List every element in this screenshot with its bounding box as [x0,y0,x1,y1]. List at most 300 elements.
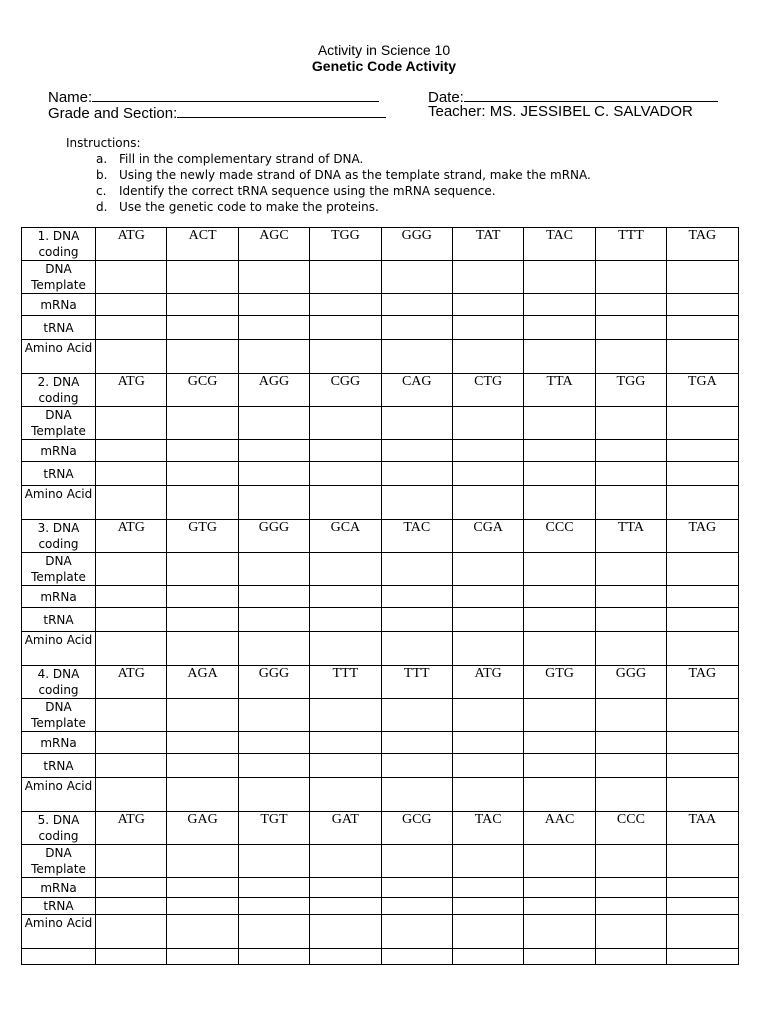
item-number: 3. [37,521,50,535]
dna-coding-label [22,520,96,553]
codon-cell: GGG [238,520,309,553]
row-amino-acid [22,778,739,812]
codon-cell: TAC [452,812,523,845]
instruction-letter: c. [96,184,107,198]
codon-cell: GTG [167,520,238,553]
blank-cell[interactable] [595,949,666,965]
trna-label: tRNA [22,898,96,915]
row-dna-template [22,845,739,878]
codon-cell: CCC [595,812,666,845]
answer-cell[interactable] [96,340,167,374]
codon-cell: GGG [381,228,452,261]
answer-cell[interactable] [310,878,381,898]
mrna-label: mRNa [22,586,96,608]
answer-cell[interactable] [595,294,666,316]
answer-cell[interactable] [238,261,309,294]
codon-cell: TTA [595,520,666,553]
answer-cell[interactable] [310,586,381,608]
answer-cell[interactable] [96,586,167,608]
row-mrna [22,878,739,898]
answer-cell[interactable] [524,898,595,915]
answer-cell[interactable] [524,845,595,878]
answer-cell[interactable] [381,340,452,374]
amino-acid-label: Amino Acid [22,778,96,812]
grade-field[interactable] [48,103,386,122]
answer-cell[interactable] [310,340,381,374]
answer-cell[interactable] [238,608,309,632]
mrna-label: mRNa [22,294,96,316]
answer-cell[interactable] [310,462,381,486]
answer-cell[interactable] [167,586,238,608]
answer-cell[interactable] [667,754,738,778]
amino-acid-label: Amino Acid [22,915,96,949]
answer-cell[interactable] [167,778,238,812]
answer-cell[interactable] [310,915,381,949]
answer-cell[interactable] [595,486,666,520]
answer-cell[interactable] [310,778,381,812]
item-number: 1. [37,229,50,243]
answer-cell[interactable] [524,340,595,374]
answer-cell[interactable] [667,608,738,632]
row-label-text: DNA coding [38,667,80,697]
answer-cell[interactable] [524,440,595,462]
answer-cell[interactable] [452,608,523,632]
answer-cell[interactable] [167,699,238,732]
answer-cell[interactable] [381,878,452,898]
answer-cell[interactable] [167,845,238,878]
answer-cell[interactable] [238,845,309,878]
answer-cell[interactable] [667,261,738,294]
answer-cell[interactable] [667,340,738,374]
answer-cell[interactable] [667,316,738,340]
codon-cell: GCA [310,520,381,553]
answer-cell[interactable] [167,915,238,949]
dna-template-label: DNA Template [22,845,96,878]
answer-cell[interactable] [96,898,167,915]
codon-cell: AGA [167,666,238,699]
answer-cell[interactable] [381,915,452,949]
instruction-letter: a. [96,152,108,166]
answer-cell[interactable] [167,340,238,374]
answer-cell[interactable] [595,632,666,666]
answer-cell[interactable] [310,898,381,915]
answer-cell[interactable] [595,878,666,898]
blank-cell[interactable] [310,949,381,965]
answer-cell[interactable] [167,440,238,462]
codon-cell: TAC [524,228,595,261]
codon-cell: TAT [452,228,523,261]
answer-cell[interactable] [524,316,595,340]
blank-cell[interactable] [238,949,309,965]
answer-cell[interactable] [452,778,523,812]
answer-cell[interactable] [96,316,167,340]
answer-cell[interactable] [167,754,238,778]
answer-cell[interactable] [310,261,381,294]
trna-label: tRNA [22,754,96,778]
answer-cell[interactable] [238,294,309,316]
date-label: Date: [428,89,464,106]
instruction-text: Use the genetic code to make the proteins. [119,200,379,214]
answer-cell[interactable] [381,608,452,632]
answer-cell[interactable] [238,586,309,608]
answer-cell[interactable] [310,699,381,732]
answer-cell[interactable] [452,878,523,898]
amino-acid-label: Amino Acid [22,486,96,520]
item-number: 5. [37,813,50,827]
answer-cell[interactable] [167,732,238,754]
codon-cell: TAG [667,228,738,261]
answer-cell[interactable] [667,915,738,949]
answer-cell[interactable] [167,553,238,586]
answer-cell[interactable] [452,699,523,732]
answer-cell[interactable] [595,608,666,632]
answer-cell[interactable] [595,407,666,440]
answer-cell[interactable] [595,778,666,812]
codon-cell: TAA [667,812,738,845]
instructions-block [66,135,591,215]
answer-cell[interactable] [595,316,666,340]
answer-cell[interactable] [381,632,452,666]
answer-cell[interactable] [96,486,167,520]
row-trna [22,608,739,632]
codon-cell: TTA [524,374,595,407]
answer-cell[interactable] [167,898,238,915]
answer-cell[interactable] [310,553,381,586]
answer-cell[interactable] [238,915,309,949]
codon-cell: CAG [381,374,452,407]
answer-cell[interactable] [96,261,167,294]
row-mrna [22,586,739,608]
codon-cell: TGG [595,374,666,407]
codon-cell: GCG [381,812,452,845]
answer-cell[interactable] [595,261,666,294]
codon-cell: AAC [524,812,595,845]
codon-cell: ATG [452,666,523,699]
codon-cell: TGA [667,374,738,407]
answer-cell[interactable] [667,778,738,812]
answer-cell[interactable] [238,407,309,440]
answer-cell[interactable] [524,261,595,294]
answer-cell[interactable] [310,632,381,666]
answer-cell[interactable] [167,632,238,666]
blank-cell[interactable] [167,949,238,965]
amino-acid-label: Amino Acid [22,340,96,374]
answer-cell[interactable] [667,486,738,520]
answer-cell[interactable] [667,586,738,608]
answer-cell[interactable] [167,261,238,294]
answer-cell[interactable] [452,845,523,878]
answer-cell[interactable] [381,486,452,520]
answer-cell[interactable] [96,440,167,462]
answer-cell[interactable] [238,898,309,915]
answer-cell[interactable] [595,553,666,586]
date-blank-line[interactable] [464,87,718,102]
row-dna-coding [22,812,739,845]
activity-subtitle: Activity in Science 10 [317,42,451,58]
answer-cell[interactable] [381,407,452,440]
answer-cell[interactable] [238,754,309,778]
codon-cell: ACT [167,228,238,261]
answer-cell[interactable] [524,632,595,666]
instruction-item [66,167,591,183]
answer-cell[interactable] [452,407,523,440]
answer-cell[interactable] [452,915,523,949]
row-amino-acid [22,340,739,374]
codon-cell: CGA [452,520,523,553]
answer-cell[interactable] [667,440,738,462]
codon-cell: AGC [238,228,309,261]
answer-cell[interactable] [167,486,238,520]
answer-cell[interactable] [96,754,167,778]
item-number: 4. [37,667,50,681]
codon-cell: ATG [96,374,167,407]
dna-template-label: DNA Template [22,699,96,732]
answer-cell[interactable] [452,316,523,340]
answer-cell[interactable] [167,608,238,632]
answer-cell[interactable] [595,699,666,732]
answer-cell[interactable] [238,462,309,486]
answer-cell[interactable] [96,553,167,586]
answer-cell[interactable] [238,632,309,666]
answer-cell[interactable] [452,754,523,778]
answer-cell[interactable] [595,462,666,486]
row-mrna [22,440,739,462]
answer-cell[interactable] [667,553,738,586]
codon-cell: TAG [667,666,738,699]
answer-cell[interactable] [167,294,238,316]
answer-cell[interactable] [595,845,666,878]
instruction-letter: b. [96,168,108,182]
blank-cell[interactable] [452,949,523,965]
answer-cell[interactable] [524,294,595,316]
row-amino-acid [22,915,739,949]
activity-title: Genetic Code Activity [311,58,457,74]
answer-cell[interactable] [452,294,523,316]
row-blank [22,949,739,965]
codon-cell: GTG [524,666,595,699]
answer-cell[interactable] [381,778,452,812]
answer-cell[interactable] [381,754,452,778]
codon-cell: CGG [310,374,381,407]
name-blank-line[interactable] [92,87,379,102]
row-trna [22,316,739,340]
answer-cell[interactable] [310,407,381,440]
answer-cell[interactable] [310,440,381,462]
answer-cell[interactable] [452,732,523,754]
answer-cell[interactable] [381,316,452,340]
answer-cell[interactable] [524,778,595,812]
answer-cell[interactable] [667,878,738,898]
answer-cell[interactable] [381,440,452,462]
answer-cell[interactable] [667,632,738,666]
answer-cell[interactable] [381,462,452,486]
row-amino-acid [22,632,739,666]
dna-coding-label [22,374,96,407]
codon-cell: TGT [238,812,309,845]
answer-cell[interactable] [524,586,595,608]
answer-cell[interactable] [524,486,595,520]
answer-cell[interactable] [167,407,238,440]
answer-cell[interactable] [452,586,523,608]
answer-cell[interactable] [96,845,167,878]
answer-cell[interactable] [96,732,167,754]
name-label: Name: [48,89,93,106]
answer-cell[interactable] [452,898,523,915]
instruction-item [66,199,591,215]
answer-cell[interactable] [310,316,381,340]
answer-cell[interactable] [310,608,381,632]
answer-cell[interactable] [667,845,738,878]
row-dna-template [22,261,739,294]
blank-cell[interactable] [96,949,167,965]
answer-cell[interactable] [667,294,738,316]
answer-cell[interactable] [238,553,309,586]
answer-cell[interactable] [238,440,309,462]
answer-cell[interactable] [310,294,381,316]
answer-cell[interactable] [96,699,167,732]
answer-cell[interactable] [310,845,381,878]
answer-cell[interactable] [238,732,309,754]
answer-cell[interactable] [96,608,167,632]
answer-cell[interactable] [238,778,309,812]
answer-cell[interactable] [238,340,309,374]
answer-cell[interactable] [238,699,309,732]
answer-cell[interactable] [96,778,167,812]
answer-cell[interactable] [667,732,738,754]
codon-cell: GCG [167,374,238,407]
row-trna [22,898,739,915]
instructions-heading: Instructions: [66,136,141,150]
answer-cell[interactable] [524,608,595,632]
codon-cell: GAG [167,812,238,845]
instruction-letter: d. [96,200,108,214]
answer-cell[interactable] [310,732,381,754]
row-dna-coding [22,228,739,261]
row-trna [22,462,739,486]
blank-cell[interactable] [381,949,452,965]
codon-cell: TAC [381,520,452,553]
answer-cell[interactable] [595,440,666,462]
codon-cell: GGG [238,666,309,699]
row-label-text: DNA coding [38,813,80,843]
answer-cell[interactable] [96,632,167,666]
instruction-text: Fill in the complementary strand of DNA. [119,152,364,166]
blank-cell[interactable] [524,949,595,965]
answer-cell[interactable] [452,632,523,666]
row-dna-coding [22,374,739,407]
grade-blank-line[interactable] [177,103,386,118]
dna-template-label: DNA Template [22,553,96,586]
codon-cell: TTT [381,666,452,699]
row-amino-acid [22,486,739,520]
genetic-code-table [21,227,739,965]
mrna-label: mRNa [22,878,96,898]
answer-cell[interactable] [310,486,381,520]
answer-cell[interactable] [96,407,167,440]
answer-cell[interactable] [595,340,666,374]
answer-cell[interactable] [524,699,595,732]
dna-template-label: DNA Template [22,261,96,294]
answer-cell[interactable] [381,586,452,608]
blank-cell[interactable] [22,949,96,965]
answer-cell[interactable] [524,754,595,778]
trna-label: tRNA [22,316,96,340]
row-dna-coding [22,520,739,553]
answer-cell[interactable] [167,878,238,898]
answer-cell[interactable] [452,340,523,374]
answer-cell[interactable] [381,553,452,586]
answer-cell[interactable] [381,898,452,915]
answer-cell[interactable] [595,915,666,949]
answer-cell[interactable] [595,754,666,778]
mrna-label: mRNa [22,732,96,754]
codon-cell: CCC [524,520,595,553]
blank-cell[interactable] [667,949,738,965]
answer-cell[interactable] [452,486,523,520]
codon-cell: GGG [595,666,666,699]
answer-cell[interactable] [381,845,452,878]
dna-coding-label [22,812,96,845]
answer-cell[interactable] [452,462,523,486]
row-dna-template [22,553,739,586]
answer-cell[interactable] [524,732,595,754]
answer-cell[interactable] [238,316,309,340]
teacher-field: Teacher: MS. JESSIBEL C. SALVADOR [428,103,693,120]
answer-cell[interactable] [96,915,167,949]
answer-cell[interactable] [667,407,738,440]
answer-cell[interactable] [667,462,738,486]
instruction-item [66,151,591,167]
answer-cell[interactable] [595,898,666,915]
codon-cell: ATG [96,228,167,261]
amino-acid-label: Amino Acid [22,632,96,666]
answer-cell[interactable] [167,316,238,340]
answer-cell[interactable] [595,732,666,754]
answer-cell[interactable] [524,553,595,586]
dna-template-label: DNA Template [22,407,96,440]
trna-label: tRNA [22,462,96,486]
answer-cell[interactable] [167,462,238,486]
answer-cell[interactable] [667,898,738,915]
answer-cell[interactable] [452,261,523,294]
answer-cell[interactable] [381,732,452,754]
answer-cell[interactable] [524,878,595,898]
answer-cell[interactable] [96,462,167,486]
answer-cell[interactable] [524,407,595,440]
row-label-text: DNA coding [38,521,80,551]
answer-cell[interactable] [524,462,595,486]
instruction-item [66,183,591,199]
answer-cell[interactable] [96,294,167,316]
row-dna-template [22,407,739,440]
row-dna-template [22,699,739,732]
answer-cell[interactable] [381,261,452,294]
answer-cell[interactable] [595,586,666,608]
answer-cell[interactable] [381,294,452,316]
answer-cell[interactable] [310,754,381,778]
trna-label: tRNA [22,608,96,632]
answer-cell[interactable] [452,440,523,462]
codon-cell: AGG [238,374,309,407]
row-mrna [22,732,739,754]
answer-cell[interactable] [452,553,523,586]
answer-cell[interactable] [238,486,309,520]
answer-cell[interactable] [524,915,595,949]
answer-cell[interactable] [96,878,167,898]
answer-cell[interactable] [667,699,738,732]
answer-cell[interactable] [238,878,309,898]
answer-cell[interactable] [381,699,452,732]
